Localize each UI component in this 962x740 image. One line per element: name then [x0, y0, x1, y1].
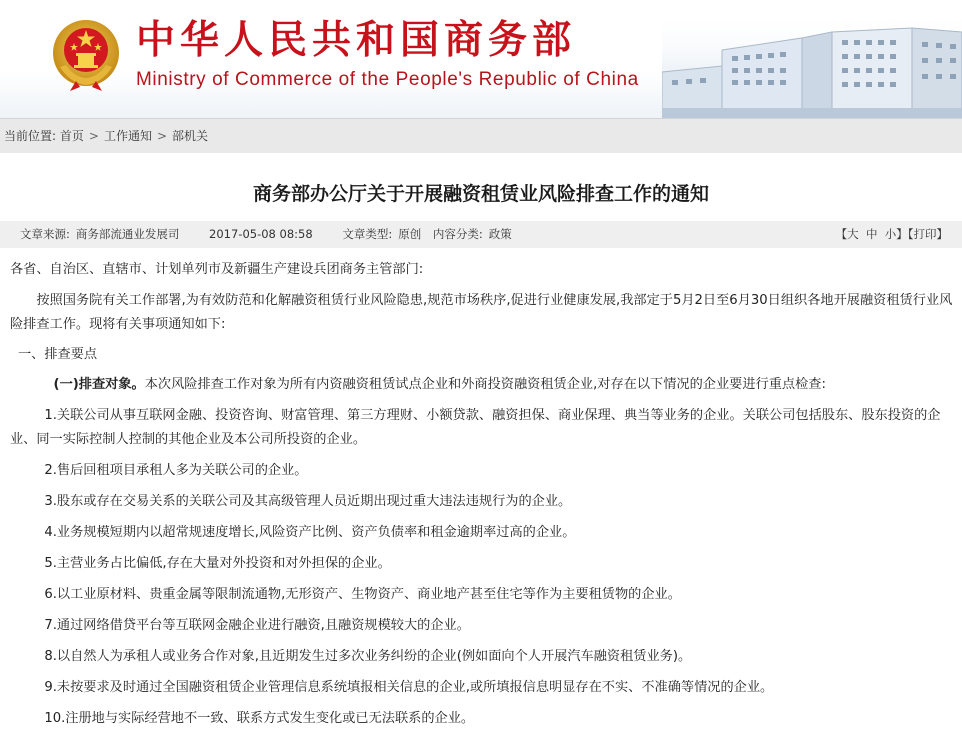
breadcrumb-separator: >: [88, 129, 99, 143]
type-label: 文章类型:: [342, 227, 393, 241]
section-heading: 一、排查要点: [18, 347, 98, 362]
list-item: 5.主营业务占比偏低,存在大量对外投资和对外担保的企业。: [44, 556, 391, 571]
type-value: 原创: [398, 227, 422, 241]
font-size-small-button[interactable]: 小: [884, 227, 897, 241]
subsection-text: 本次风险排查工作对象为所有内资融资租赁试点企业和外商投资融资租赁企业,对存在以下情况的企业要进行重点检查:: [144, 377, 826, 392]
font-size-large-button[interactable]: 大: [847, 227, 859, 241]
source-label: 文章来源:: [20, 227, 70, 241]
subsection-paragraph: [10, 373, 958, 397]
salutation: 各省、自治区、直辖市、计划单列市及新疆生产建设兵团商务主管部门:: [10, 262, 424, 277]
list-item: 6.以工业原材料、贵重金属等限制流通物,无形资产、生物资产、商业地产甚至住宅等作为主要租赁物的企业。: [44, 587, 681, 602]
article-meta-bar: [0, 221, 962, 248]
breadcrumb-notices-link[interactable]: 工作通知: [103, 129, 152, 143]
national-emblem-icon: [50, 17, 122, 93]
source-value: 商务部流通业发展司: [75, 227, 180, 241]
list-item: 8.以自然人为承租人或业务合作对象,且近期发生过多次业务纠纷的企业(例如面向个人开展汽车融资租赁业务)。: [44, 649, 692, 664]
font-size-medium-button[interactable]: 中: [865, 227, 878, 241]
list-item: 3.股东或存在交易关系的关联公司及其高级管理人员近期出现过重大违法违规行为的企业。: [44, 494, 572, 509]
breadcrumb: [0, 118, 962, 153]
breadcrumb-ministry-link[interactable]: 部机关: [172, 129, 209, 143]
print-button[interactable]: 【打印】: [907, 227, 948, 241]
breadcrumb-separator: >: [156, 129, 168, 143]
breadcrumb-home-link[interactable]: 首页: [59, 129, 84, 143]
font-size-bracket-open: 【: [835, 227, 848, 241]
intro-paragraph: 按照国务院有关工作部署,为有效防范和化解融资租赁行业风险隐患,规范市场秩序,促进行业健康发展,我部定于5月2日至6月30日组织各地开展融资租赁行业风险排查工作。现将有关事项通知如下:: [10, 293, 953, 332]
breadcrumb-label: 当前位置:: [4, 129, 57, 143]
list-item: 1.关联公司从事互联网金融、投资咨询、财富管理、第三方理财、小额贷款、融资担保、商业保理、典当等业务的企业。关联公司包括股东、股东投资的企业、同一实际控制人控制的其他企业及本公司所投资的企业。: [10, 408, 941, 447]
list-item: 10.注册地与实际经营地不一致、联系方式发生变化或已无法联系的企业。: [44, 711, 475, 726]
government-building-icon: [662, 10, 962, 118]
category-value: 政策: [488, 227, 512, 241]
subsection-label: (一)排查对象。: [53, 377, 145, 392]
publish-date: 2017-05-08 08:58: [209, 227, 313, 241]
site-title-cn: 中华人民共和国商务部: [136, 18, 577, 63]
site-header: [0, 0, 962, 118]
category-label: 内容分类:: [432, 227, 483, 241]
article-title: 商务部办公厅关于开展融资租赁业风险排查工作的通知: [252, 183, 709, 205]
list-item: 9.未按要求及时通过全国融资租赁企业管理信息系统填报相关信息的企业,或所填报信息明显存在不实、不准确等情况的企业。: [44, 680, 774, 695]
font-size-bracket-close: 】: [896, 227, 908, 241]
article-body: [0, 258, 962, 731]
site-title-en: Ministry of Commerce of the People's Republic of China: [136, 69, 639, 90]
list-item: 2.售后回租项目承租人多为关联公司的企业。: [44, 463, 308, 478]
list-item: 4.业务规模短期内以超常规速度增长,风险资产比例、资产负债率和租金逾期率过高的企业。: [44, 525, 576, 540]
list-item: 7.通过网络借贷平台等互联网金融企业进行融资,且融资规模较大的企业。: [44, 618, 470, 633]
